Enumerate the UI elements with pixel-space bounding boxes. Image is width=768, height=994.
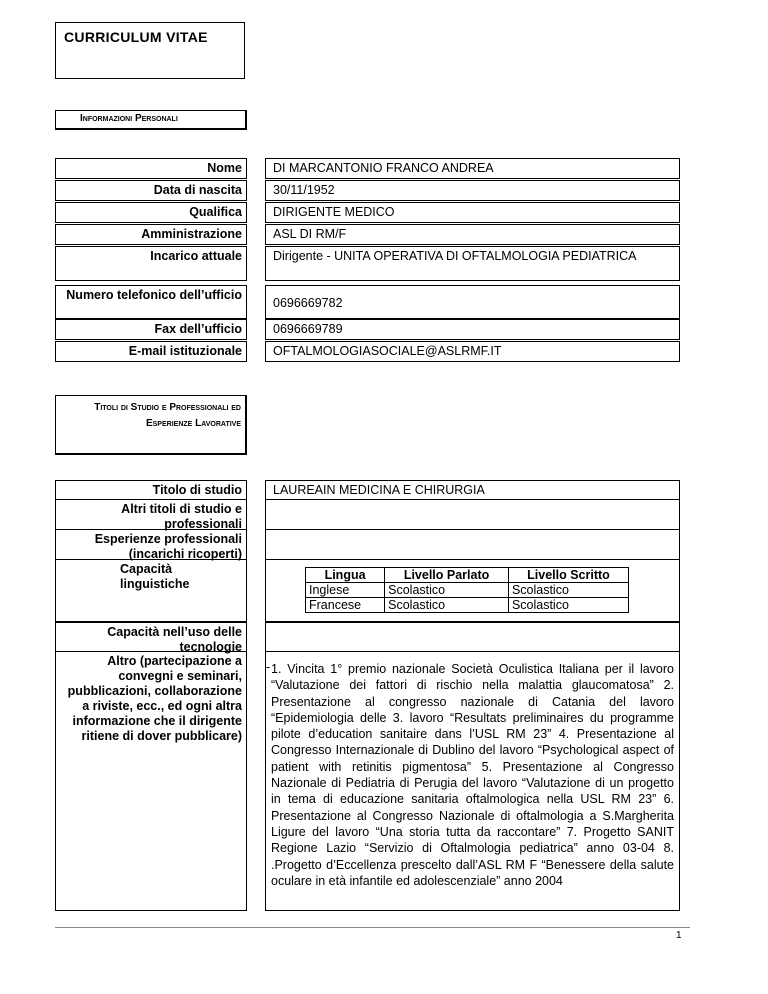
- label-nome: Nome: [55, 158, 247, 179]
- label-email: E-mail istituzionale: [55, 341, 247, 362]
- language-spoken-level: Scolastico: [385, 583, 509, 598]
- label-altri-titoli: Altri titoli di studio e professionali: [55, 500, 247, 530]
- footer-divider: [55, 927, 690, 928]
- value-data-nascita: 30/11/1952: [265, 180, 680, 201]
- altro-dash: -: [266, 660, 271, 674]
- section-titles-heading: Titoli di Studio e Professionali ed Esperienze Lavorative: [55, 395, 247, 455]
- language-written-level: Scolastico: [508, 583, 628, 598]
- value-email: OFTALMOLOGIASOCIALE@ASLRMF.IT: [265, 341, 680, 362]
- label-altro: Altro (partecipazione a convegni e seminari, pubblicazioni, collaborazione a riviste, ecc., ed ogni altra informazione che il dirigente ritiene di dover pubblicare): [55, 652, 247, 911]
- label-esperienze: Esperienze professionali (incarichi ricoperti): [55, 530, 247, 560]
- language-name: Francese: [306, 598, 385, 613]
- page-number: 1: [676, 930, 682, 941]
- language-name: Inglese: [306, 583, 385, 598]
- label-data-nascita: Data di nascita: [55, 180, 247, 201]
- languages-header-parlato: Livello Parlato: [385, 568, 509, 583]
- languages-header-lingua: Lingua: [306, 568, 385, 583]
- value-amministrazione: ASL DI RM/F: [265, 224, 680, 245]
- language-spoken-level: Scolastico: [385, 598, 509, 613]
- label-qualifica: Qualifica: [55, 202, 247, 223]
- value-esperienze: [265, 530, 680, 560]
- label-fax: Fax dell’ufficio: [55, 319, 247, 340]
- label-titolo-studio: Titolo di studio: [55, 480, 247, 500]
- cv-title: CURRICULUM VITAE: [55, 22, 245, 79]
- label-capacita-tecnologie: Capacità nell’uso delle tecnologie: [55, 622, 247, 652]
- languages-header-scritto: Livello Scritto: [508, 568, 628, 583]
- value-nome: DI MARCANTONIO FRANCO ANDREA: [265, 158, 680, 179]
- section-personal-heading: Informazioni Personali: [55, 110, 247, 130]
- value-qualifica: DIRIGENTE MEDICO: [265, 202, 680, 223]
- table-row: [306, 583, 629, 598]
- value-titolo-studio: LAUREAIN MEDICINA E CHIRURGIA: [265, 480, 680, 500]
- value-capacita-tecnologie: [265, 622, 680, 652]
- label-capacita-linguistiche: Capacità linguistiche: [55, 560, 247, 622]
- altro-text: 1. Vincita 1° premio nazionale Società Oculistica Italiana per il lavoro “Valutazione dei fattori di rischio nella malattia glaucomatosa” 2. Presentazione al congresso nazionale di Catania del lavoro “Epidemiologia delle 3. lavoro “Resultats preliminaires du programme pilote d’education sanitaire dans l’USL RM 23” 4. Presentazione al Congresso Internazionale di Dublino del lavoro “Psychological aspect of patient with retinitis pigmentosa” 5. Presentazione al Congresso Nazionale di Pediatria di Perugia del lavoro “Valutazione di un progetto in tema di educazione sanitaria oftalmologica nella USL RM 23” 6. Presentazione al Congresso Nazionale di oftalmologia a S.Margherita Ligure del lavoro “Una storia tutta da raccontare” 7. Progetto SANIT Regione Lazio “Servizio di Oftalmologia pediatrica” anno 03-04 8. .Progetto d’Eccellenza prescelto dall’ASL RM F “Benessere della salute oculare in età infantile ed adolescenziale” anno 2004: [271, 662, 674, 888]
- value-altri-titoli: [265, 500, 680, 530]
- label-incarico: Incarico attuale: [55, 246, 247, 281]
- languages-table: [305, 567, 629, 613]
- label-amministrazione: Amministrazione: [55, 224, 247, 245]
- language-written-level: Scolastico: [508, 598, 628, 613]
- value-telefono: 0696669782: [265, 285, 680, 319]
- value-incarico: Dirigente - UNITA OPERATIVA DI OFTALMOLOGIA PEDIATRICA: [265, 246, 680, 281]
- value-fax: 0696669789: [265, 319, 680, 340]
- languages-header-row: [306, 568, 629, 583]
- table-row: [306, 598, 629, 613]
- label-telefono: Numero telefonico dell’ufficio: [55, 285, 247, 319]
